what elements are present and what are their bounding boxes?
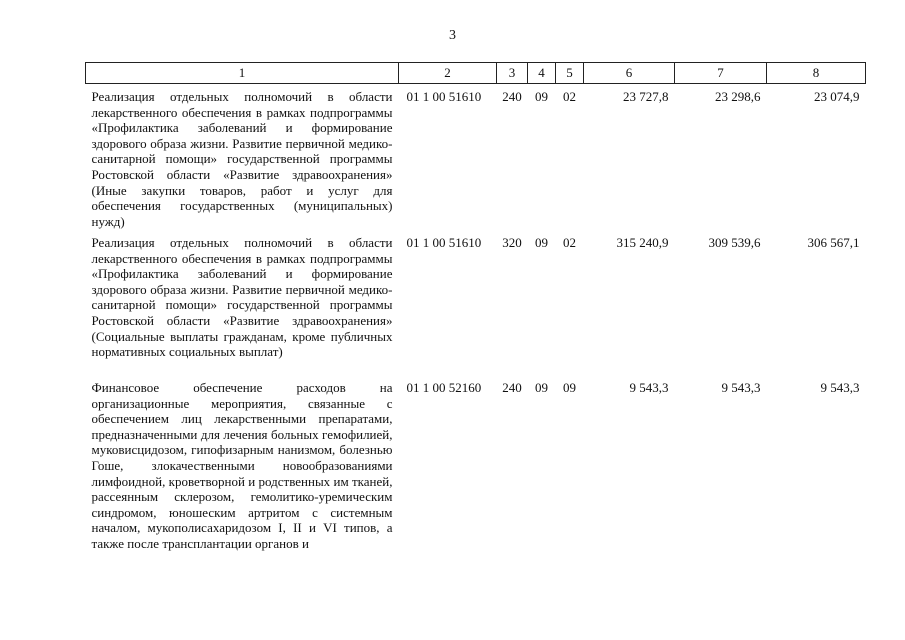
row-target-code: 01 1 00 52160 bbox=[406, 380, 482, 395]
column-header-8: 8 bbox=[767, 63, 866, 84]
row-expense-type: 240 bbox=[502, 89, 522, 104]
row-subsection: 02 bbox=[563, 89, 576, 104]
row-amount-col6: 315 240,9 bbox=[616, 235, 669, 250]
row-amount-col6: 9 543,3 bbox=[629, 380, 669, 395]
column-header-6: 6 bbox=[584, 63, 675, 84]
column-header-1: 1 bbox=[86, 63, 399, 84]
row-description: Финансовое обеспечение расходов на организационные мероприятия, связанные с обеспечением лиц лекарственными препаратами, предназначенными для лечения больных гемофилией, муковисцидозом, гипофизарным нанизмом, болезнью Гоше, злокачественными новообразованиями лимфоидной, кроветворной и родственных им тканей, рассеянным склерозом, гемолитико-уремическим синдромом, юношеским артритом с системным началом, мукополисахаридозом I, II и VI типов, а также после трансплантации органов и bbox=[91, 380, 393, 551]
row-amount-col8: 9 543,3 bbox=[820, 380, 860, 395]
row-expense-type: 240 bbox=[502, 380, 522, 395]
row-expense-type: 320 bbox=[502, 235, 522, 250]
column-header-5: 5 bbox=[556, 63, 584, 84]
row-amount-col8: 306 567,1 bbox=[807, 235, 860, 250]
table-row bbox=[86, 375, 866, 552]
row-amount-col8: 23 074,9 bbox=[814, 89, 860, 104]
row-target-code: 01 1 00 51610 bbox=[406, 235, 482, 250]
column-header-4: 4 bbox=[528, 63, 556, 84]
page-number: 3 bbox=[449, 28, 456, 43]
column-header-2: 2 bbox=[399, 63, 497, 84]
row-section: 09 bbox=[535, 235, 548, 250]
column-header-7: 7 bbox=[675, 63, 767, 84]
budget-table bbox=[85, 62, 866, 552]
row-amount-col7: 23 298,6 bbox=[715, 89, 761, 104]
table-header-row bbox=[86, 63, 866, 84]
row-subsection: 09 bbox=[563, 380, 576, 395]
column-header-3: 3 bbox=[497, 63, 528, 84]
row-amount-col7: 9 543,3 bbox=[721, 380, 761, 395]
row-subsection: 02 bbox=[563, 235, 576, 250]
row-description: Реализация отдельных полномочий в области лекарственного обеспечения в рамках подпрограммы «Профилактика заболеваний и формирование здорового образа жизни. Развитие первичной медико-санитарной помощи» государственной программы Ростовской области «Развитие здравоохранения» (Социальные выплаты гражданам, кроме публичных нормативных социальных выплат) bbox=[91, 235, 393, 360]
row-target-code: 01 1 00 51610 bbox=[406, 89, 482, 104]
row-amount-col6: 23 727,8 bbox=[623, 89, 669, 104]
table-row bbox=[86, 230, 866, 375]
row-section: 09 bbox=[535, 380, 548, 395]
row-section: 09 bbox=[535, 89, 548, 104]
table-row bbox=[86, 84, 866, 231]
row-description: Реализация отдельных полномочий в области лекарственного обеспечения в рамках подпрограммы «Профилактика заболеваний и формирование здорового образа жизни. Развитие первичной медико-санитарной помощи» государственной программы Ростовской области «Развитие здравоохранения» (Иные закупки товаров, работ и услуг для обеспечения государственных (муниципальных) нужд) bbox=[91, 89, 393, 229]
row-amount-col7: 309 539,6 bbox=[708, 235, 761, 250]
